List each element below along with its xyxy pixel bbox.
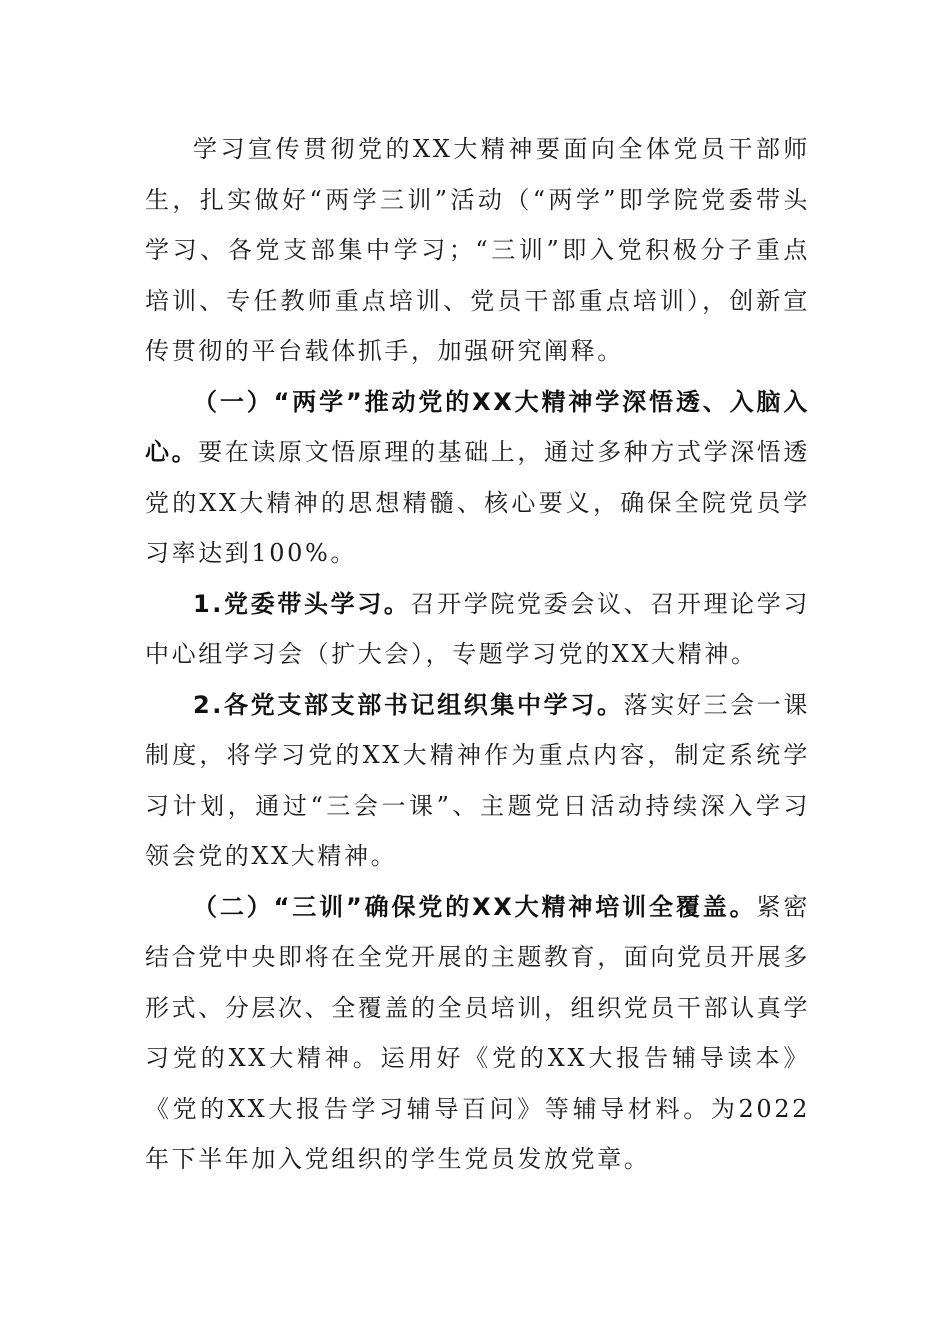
item-text: 召开学院党委会议、召开理论学习中心组学习会（扩大会），专题学习党的XX大精神。 [145,589,810,668]
item-text: 落实好三会一课制度，将学习党的XX大精神作为重点内容，制定系统学习计划，通过“三会一课”、主题党日活动持续深入学习领会党的XX大精神。 [145,690,811,870]
section-text: 紧密结合党中央即将在全党开展的主题教育，面向党员开展多形式、分层次、全覆盖的全员培训，组织党员干部认真学习党的XX大精神。运用好《党的XX大报告辅导读本》《党的XX大报告学习辅导百问》等辅导材料。为2022年下半年加入党组织的学生党员发放党章。 [145,892,810,1173]
item-two [145,680,810,882]
item-heading: 2.各党支部支部书记组织集中学习。 [193,690,624,719]
document-body [145,124,810,1185]
item-one [145,579,810,680]
item-heading: 1.党委带头学习。 [193,589,411,618]
section-text: 要在读原文悟原理的基础上，通过多种方式学深悟透党的XX大精神的思想精髓、核心要义，确保全院党员学习率达到100%。 [145,438,811,567]
paragraph-intro [145,124,810,377]
section-two [145,882,810,1185]
section-one [145,377,810,579]
section-heading: （二）“三训”确保党的XX大精神培训全覆盖。 [193,892,757,921]
paragraph-text: 学习宣传贯彻党的XX大精神要面向全体党员干部师生，扎实做好“两学三训”活动（“两学”即学院党委带头学习、各党支部集中学习；“三训”即入党积极分子重点培训、专任教师重点培训、党员干部重点培训），创新宣传贯彻的平台载体抓手，加强研究阐释。 [145,135,810,365]
section-heading: （一）“两学”推动党的XX大精神学深悟透、入脑入心。 [145,387,810,466]
